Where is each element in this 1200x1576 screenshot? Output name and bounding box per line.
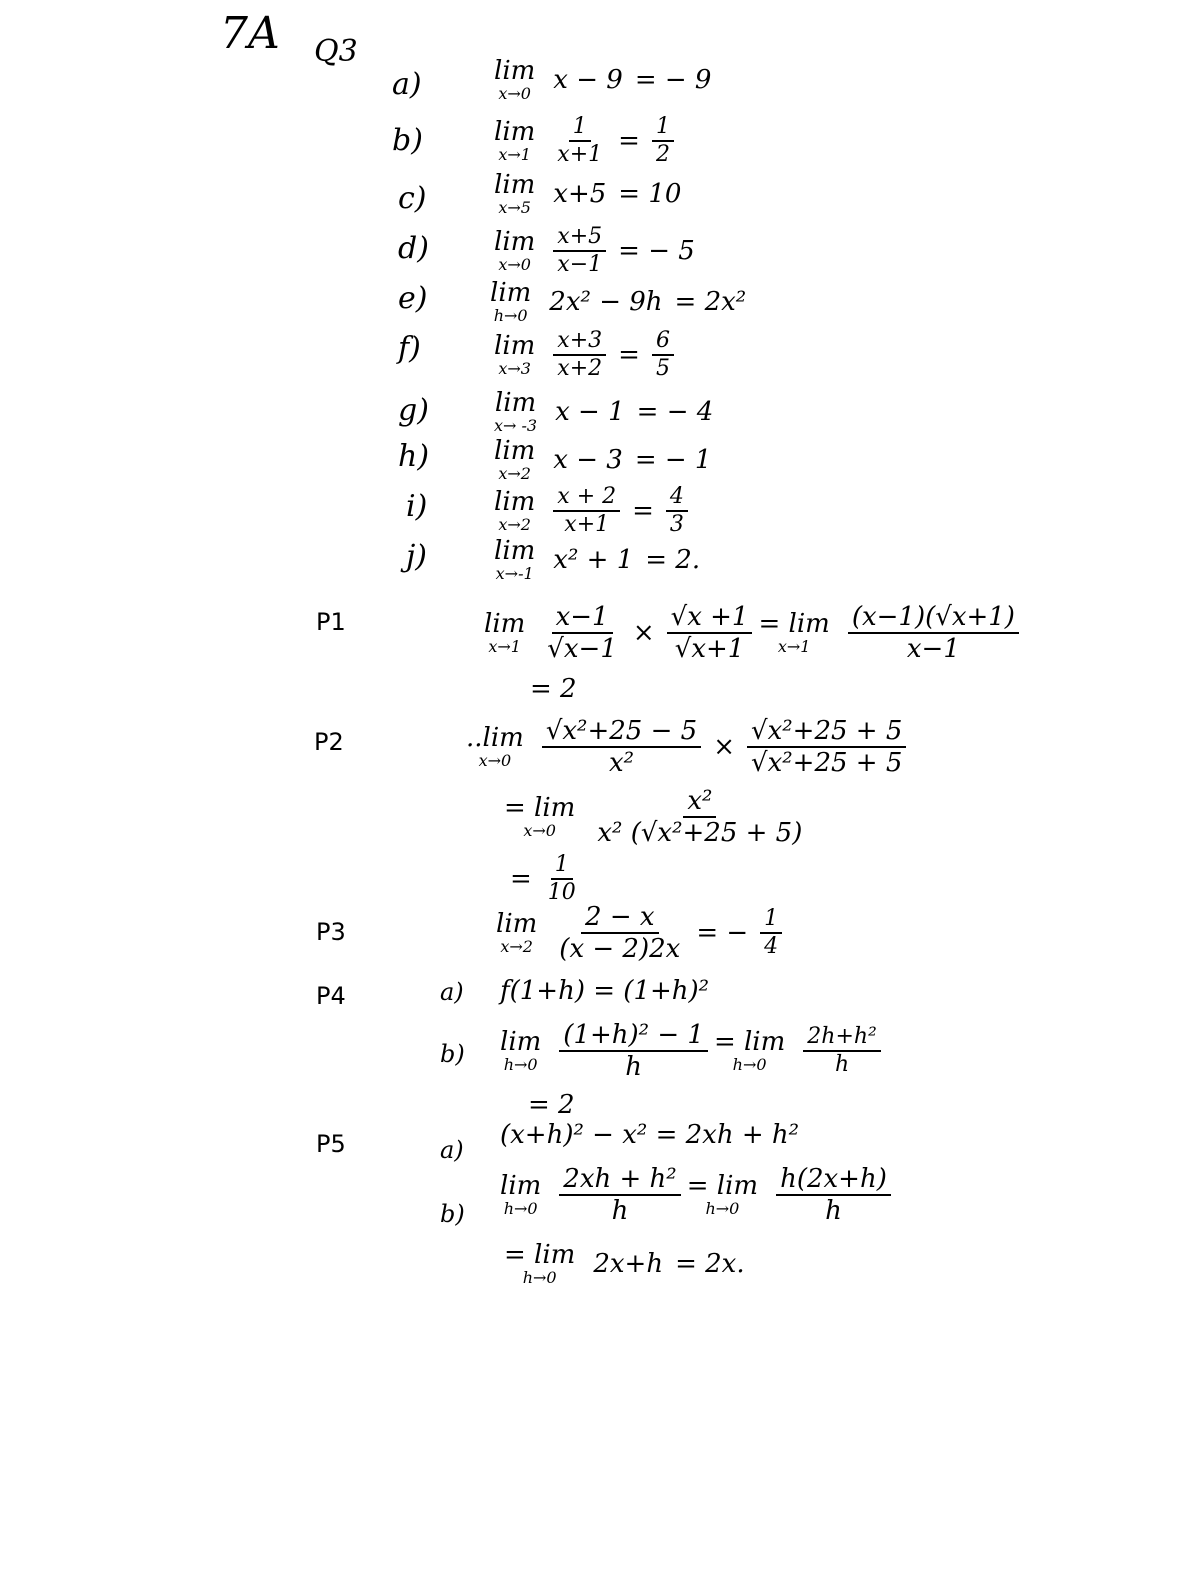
limit-operator: lim x→1 (484, 609, 526, 656)
result-fraction: $\frac{1}{2}$ (652, 116, 674, 166)
limit-operator: lim x→-1 (494, 536, 536, 583)
question-label: Q3 (314, 34, 358, 69)
q3-a-line (494, 58, 717, 102)
limit-result: = 2. (645, 545, 701, 575)
p1-result: = 2 (530, 674, 577, 704)
p4-part-b-label: b) (440, 1040, 465, 1068)
p2-line-2 (504, 788, 812, 846)
limit-result: = − 4 (636, 397, 714, 427)
p5-part-b-line (500, 1166, 897, 1224)
limit-operator: = lim x→0 (504, 793, 576, 840)
q3-c-line (494, 172, 687, 216)
problem-label-p3: P3 (316, 918, 346, 946)
p5-part-b-label: b) (440, 1200, 465, 1228)
equals-sign: = (510, 864, 532, 894)
limit-operator: lim x→3 (494, 331, 536, 378)
limit-expression: x+5 (553, 179, 607, 209)
result-fraction: $\frac{1}{4}$ (760, 908, 782, 958)
item-label-a: a) (392, 67, 422, 102)
p2-line-1 (466, 718, 912, 776)
limit-expression: 2x² − 9h (549, 287, 663, 317)
p3-line-1 (496, 904, 788, 962)
item-label-c: c) (398, 181, 427, 216)
fraction: $\frac{x-1}{√x-1}$ (547, 602, 617, 664)
equals-sign: = (632, 496, 654, 526)
q3-h-line (494, 438, 717, 482)
limit-operator: ..lim x→0 (466, 723, 524, 770)
equals-sign: = − (696, 918, 749, 948)
q3-f-line (494, 330, 680, 380)
item-label-j: j) (406, 539, 428, 574)
p4-part-a-line: f(1+h) = (1+h)² (500, 976, 710, 1006)
equals-sign: = (618, 340, 640, 370)
limit-expression: 2x+h (593, 1249, 664, 1279)
fraction: $\frac{\text{2h+h²}}{h}$ (803, 1026, 881, 1076)
limit-operator: lim x→2 (494, 436, 536, 483)
limit-expression: x − 9 (553, 65, 623, 95)
page-title: 7A (220, 8, 280, 59)
q3-i-line (494, 486, 694, 536)
limit-operator: = lim h→0 (504, 1240, 576, 1287)
fraction: $\frac{\text{√x²+25 − 5}}{\text{x²}}$ (542, 718, 701, 776)
p4-result: = 2 (528, 1090, 575, 1120)
p1-line-1 (484, 604, 1025, 662)
limit-result: = 10 (618, 179, 682, 209)
times-sign: × (713, 732, 736, 762)
fraction: $\frac{\text{(1+h)² − 1}}{h}$ (559, 1022, 708, 1080)
item-label-b: b) (392, 123, 423, 158)
limit-operator: lim x→0 (494, 227, 536, 274)
limit-operator: lim x→0 (494, 56, 536, 103)
p5-part-a-line: (x+h)² − x² = 2xh + h² (500, 1120, 800, 1150)
limit-operator: lim h→0 (490, 278, 532, 325)
limit-result: = 2x. (675, 1249, 745, 1279)
fraction: $\frac{h(2x+h)}{h}$ (776, 1166, 891, 1224)
limit-operator: lim x→1 (494, 117, 536, 164)
p4-part-a-label: a) (440, 978, 464, 1006)
limit-operator: lim h→0 (500, 1027, 542, 1074)
limit-expression: x − 1 (555, 397, 625, 427)
problem-label-p5: P5 (316, 1130, 346, 1158)
limit-operator: lim x→ -3 (494, 388, 538, 435)
q3-e-line (490, 280, 752, 324)
q3-j-line (494, 538, 706, 582)
p4-part-b-line (500, 1022, 887, 1080)
problem-label-p4: P4 (316, 982, 346, 1010)
fraction: $\frac{2 - x}{(x - 2)2x}$ (559, 902, 681, 964)
equals-sign: = (618, 126, 640, 156)
fraction: $\frac{x + 2}{x+1}$ (553, 486, 620, 536)
fraction: $\frac{√x +1}{√x+1}$ (667, 604, 753, 662)
p2-line-3 (504, 854, 586, 904)
result-fraction: $\frac{4}{3}$ (666, 486, 688, 536)
p5-part-a-label: a) (440, 1136, 464, 1164)
q3-b-line (494, 116, 680, 166)
item-label-d: d) (398, 231, 429, 266)
limit-expression: x² + 1 (553, 545, 634, 575)
fraction: $\frac{1}{x+1}$ (557, 114, 603, 167)
item-label-h: h) (398, 439, 430, 474)
limit-expression: x − 3 (553, 445, 623, 475)
limit-operator: = lim h→0 (713, 1027, 786, 1074)
limit-result: = − 5 (618, 236, 695, 266)
limit-operator: lim x→2 (496, 909, 538, 956)
limit-operator: = lim x→1 (758, 609, 830, 656)
fraction: $\frac{\text{√x²+25 + 5}}{\text{√x²+25 + 5}}$ (747, 718, 906, 776)
limit-operator: lim x→2 (494, 487, 536, 534)
result-fraction: $\frac{6}{5}$ (652, 330, 674, 380)
problem-label-p2: P2 (314, 728, 344, 756)
limit-result: = − 1 (634, 445, 712, 475)
q3-d-line (494, 226, 701, 276)
fraction: $\frac{(x-1)(√x+1)}{x-1}$ (848, 604, 1019, 662)
limit-result: = − 9 (634, 65, 712, 95)
times-sign: × (632, 618, 655, 648)
q3-g-line (494, 390, 719, 434)
problem-label-p1: P1 (316, 608, 346, 636)
limit-result: = 2x² (674, 287, 747, 317)
p5-line-3 (504, 1242, 751, 1286)
item-label-f: f) (398, 331, 421, 366)
fraction: $\frac{x+5}{x-1}$ (553, 226, 606, 276)
limit-operator: lim x→5 (494, 170, 536, 217)
fraction: $\frac{\text{x²}}{\text{x² (√x²+25 + 5)}}$ (597, 786, 803, 848)
item-label-i: i) (406, 489, 428, 524)
result-fraction: $\frac{1}{10}$ (547, 852, 576, 905)
item-label-e: e) (398, 281, 428, 316)
fraction: $\frac{x+3}{x+2}$ (553, 330, 606, 380)
item-label-g: g) (398, 393, 429, 428)
limit-operator: lim h→0 (500, 1171, 542, 1218)
limit-operator: = lim h→0 (686, 1171, 759, 1218)
fraction: $\frac{\text{2xh + h²}}{h}$ (559, 1166, 680, 1224)
